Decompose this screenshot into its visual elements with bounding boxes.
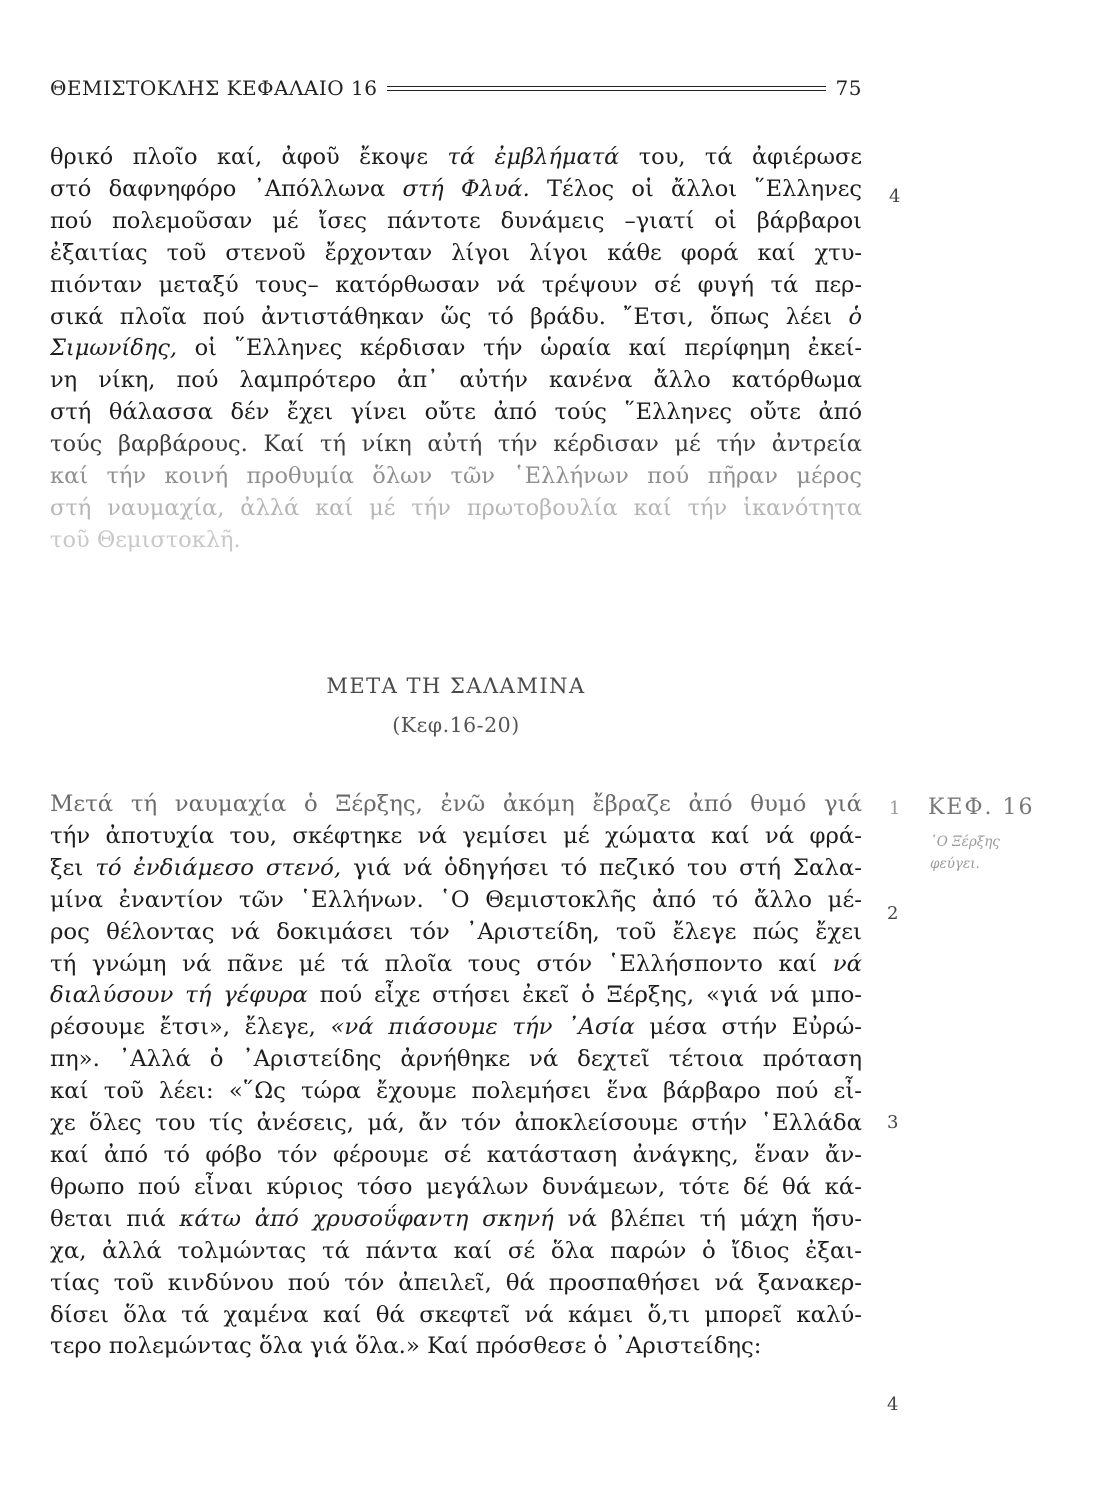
text-line: σικά πλοῖα πού ἀντιστάθηκαν ὥς τό βράδυ. ῎Ετσι, ὅπως λέει ὁ — [50, 303, 862, 330]
text-line: τήν ἀποτυχία του, σκέφτηκε νά γεμίσει μέ χώματα καί νά φρά- — [50, 822, 862, 849]
text-line: θεται πιά κάτω ἀπό χρυσοΰφαντη σκηνή νά βλέπει τή μάχη ἥσυ- — [50, 1205, 862, 1232]
margin-number: 3 — [887, 1112, 899, 1133]
margin-note-line: ῾Ο Ξέρξης — [930, 834, 1000, 850]
text-line: στή θάλασσα δέν ἔχει γίνει οὔτε ἀπό τούς ῞Ελληνες οὔτε ἀπό — [50, 399, 862, 426]
margin-number: 4 — [889, 186, 901, 207]
text-line: ρος θέλοντας νά δοκιμάσει τόν ᾿Αριστείδη, τοῦ ἔλεγε πώς ἔχει — [50, 918, 862, 945]
text-line: διαλύσουν τή γέφυρα πού εἶχε στήσει ἐκεῖ ὁ Ξέρξης, «γιά νά μπο- — [50, 982, 862, 1009]
margin-chapter-label: ΚΕΦ. 16 — [928, 795, 1035, 820]
margin-note-line: φεύγει. — [930, 856, 980, 872]
margin-number: 4 — [887, 1394, 899, 1415]
text-line: μίνα ἐναντίον τῶν ῾Ελλήνων. ῾Ο Θεμιστοκλῆς ἀπό τό ἄλλο μέ- — [50, 886, 862, 913]
text-line: καί ἀπό τό φόβο τόν φέρουμε σέ κατάσταση ἀνάγκης, ἕναν ἄν- — [50, 1141, 862, 1168]
text-line: τερο πολεμώντας ὅλα γιά ὅλα.» Καί πρόσθεσε ὁ ᾿Αριστείδης: — [50, 1333, 762, 1360]
text-line: πού πολεμοῦσαν μέ ἴσες πάντοτε δυνάμεις –γιατί οἱ βάρβαροι — [50, 207, 862, 234]
text-line: νη νίκη, πού λαμπρότερο ἀπ᾿ αὐτήν κανένα ἄλλο κατόρθωμα — [50, 367, 862, 394]
paragraph-1 — [50, 142, 862, 557]
section-title: ΜΕΤΑ ΤΗ ΣΑΛΑΜΙΝΑ — [326, 674, 586, 698]
text-line: χε ὅλες του τίς ἀνέσεις, μά, ἄν τόν ἀποκλείσουμε στήν ῾Ελλάδα — [50, 1110, 862, 1137]
text-line: θρικό πλοῖο καί, ἀφοῦ ἔκοψε τά ἐμβλήματά του, τά ἀφιέρωσε — [50, 144, 862, 170]
text-line: δίσει ὅλα τά χαμένα καί θά σκεφτεῖ νά κάμει ὅ,τι μπορεῖ καλύ- — [50, 1301, 862, 1328]
running-head-title: ΘΕΜΙΣΤΟΚΛΗΣ ΚΕΦΑΛΑΙΟ 16 — [50, 76, 378, 100]
text-line: Σιμωνίδης, οἱ ῞Ελληνες κέρδισαν τήν ὡραία καί περίφημη ἐκεί- — [50, 335, 862, 362]
text-line: τή γνώμη νά πᾶνε μέ τά πλοῖα τους στόν ῾Ελλήσποντο καί νά — [50, 950, 862, 977]
text-line: στό δαφνηφόρο ᾿Απόλλωνα στή Φλυά. Τέλος οἱ ἄλλοι ῞Ελληνες — [50, 175, 862, 202]
text-line: θρωπο πού εἶναι κύριος τόσο μεγάλων δυνάμεων, τότε δέ θά κά- — [50, 1173, 862, 1200]
section-chapters: (Κεφ.16-20) — [392, 713, 520, 737]
text-line: τούς βαρβάρους. Καί τή νίκη αὐτή τήν κέρδισαν μέ τήν ἀντρεία — [50, 431, 862, 458]
text-line: στή ναυμαχία, ἀλλά καί μέ τήν πρωτοβουλία καί τήν ἱκανότητα — [50, 494, 862, 521]
margin-number: 2 — [887, 903, 899, 924]
text-line: καί τήν κοινή προθυμία ὅλων τῶν ῾Ελλήνων πού πῆραν μέρος — [50, 463, 862, 490]
text-line: καί τοῦ λέει: «῞Ως τώρα ἔχουμε πολεμήσει ἕνα βάρβαρο πού εἶ- — [50, 1078, 862, 1105]
text-line: τοῦ Θεμιστοκλῆ. — [50, 526, 241, 553]
page-number: 75 — [835, 76, 862, 100]
running-head-rule — [387, 86, 825, 91]
text-line: πη». ᾿Αλλά ὁ ᾿Αριστείδης ἀρνήθηκε νά δεχτεῖ τέτοια πρόταση — [50, 1046, 862, 1073]
text-line: ἐξαιτίας τοῦ στενοῦ ἔρχονταν λίγοι λίγοι κάθε φορά καί χτυ- — [50, 239, 862, 266]
text-line: ξει τό ἐνδιάμεσο στενό, γιά νά ὁδηγήσει τό πεζικό του στή Σαλα- — [50, 854, 862, 881]
text-line: χα, ἀλλά τολμώντας τά πάντα καί σέ ὅλα παρών ὁ ἴδιος ἐξαι- — [50, 1237, 862, 1264]
margin-number: 1 — [889, 798, 901, 819]
text-line: πιόνταν μεταξύ τους– κατόρθωσαν νά τρέψουν σέ φυγή τά περ- — [50, 271, 862, 298]
text-line: τίας τοῦ κινδύνου πού τόν ἀπειλεῖ, θά προσπαθήσει νά ξανακερ- — [50, 1269, 862, 1296]
text-line: ρέσουμε ἔτσι», ἔλεγε, «νά πιάσουμε τήν ᾿Ασία μέσα στήν Εὐρώ- — [50, 1014, 862, 1041]
running-head — [50, 72, 862, 104]
paragraph-2 — [50, 789, 862, 1363]
text-line: Μετά τή ναυμαχία ὁ Ξέρξης, ἐνῶ ἀκόμη ἔβραζε ἀπό θυμό γιά — [50, 791, 862, 817]
